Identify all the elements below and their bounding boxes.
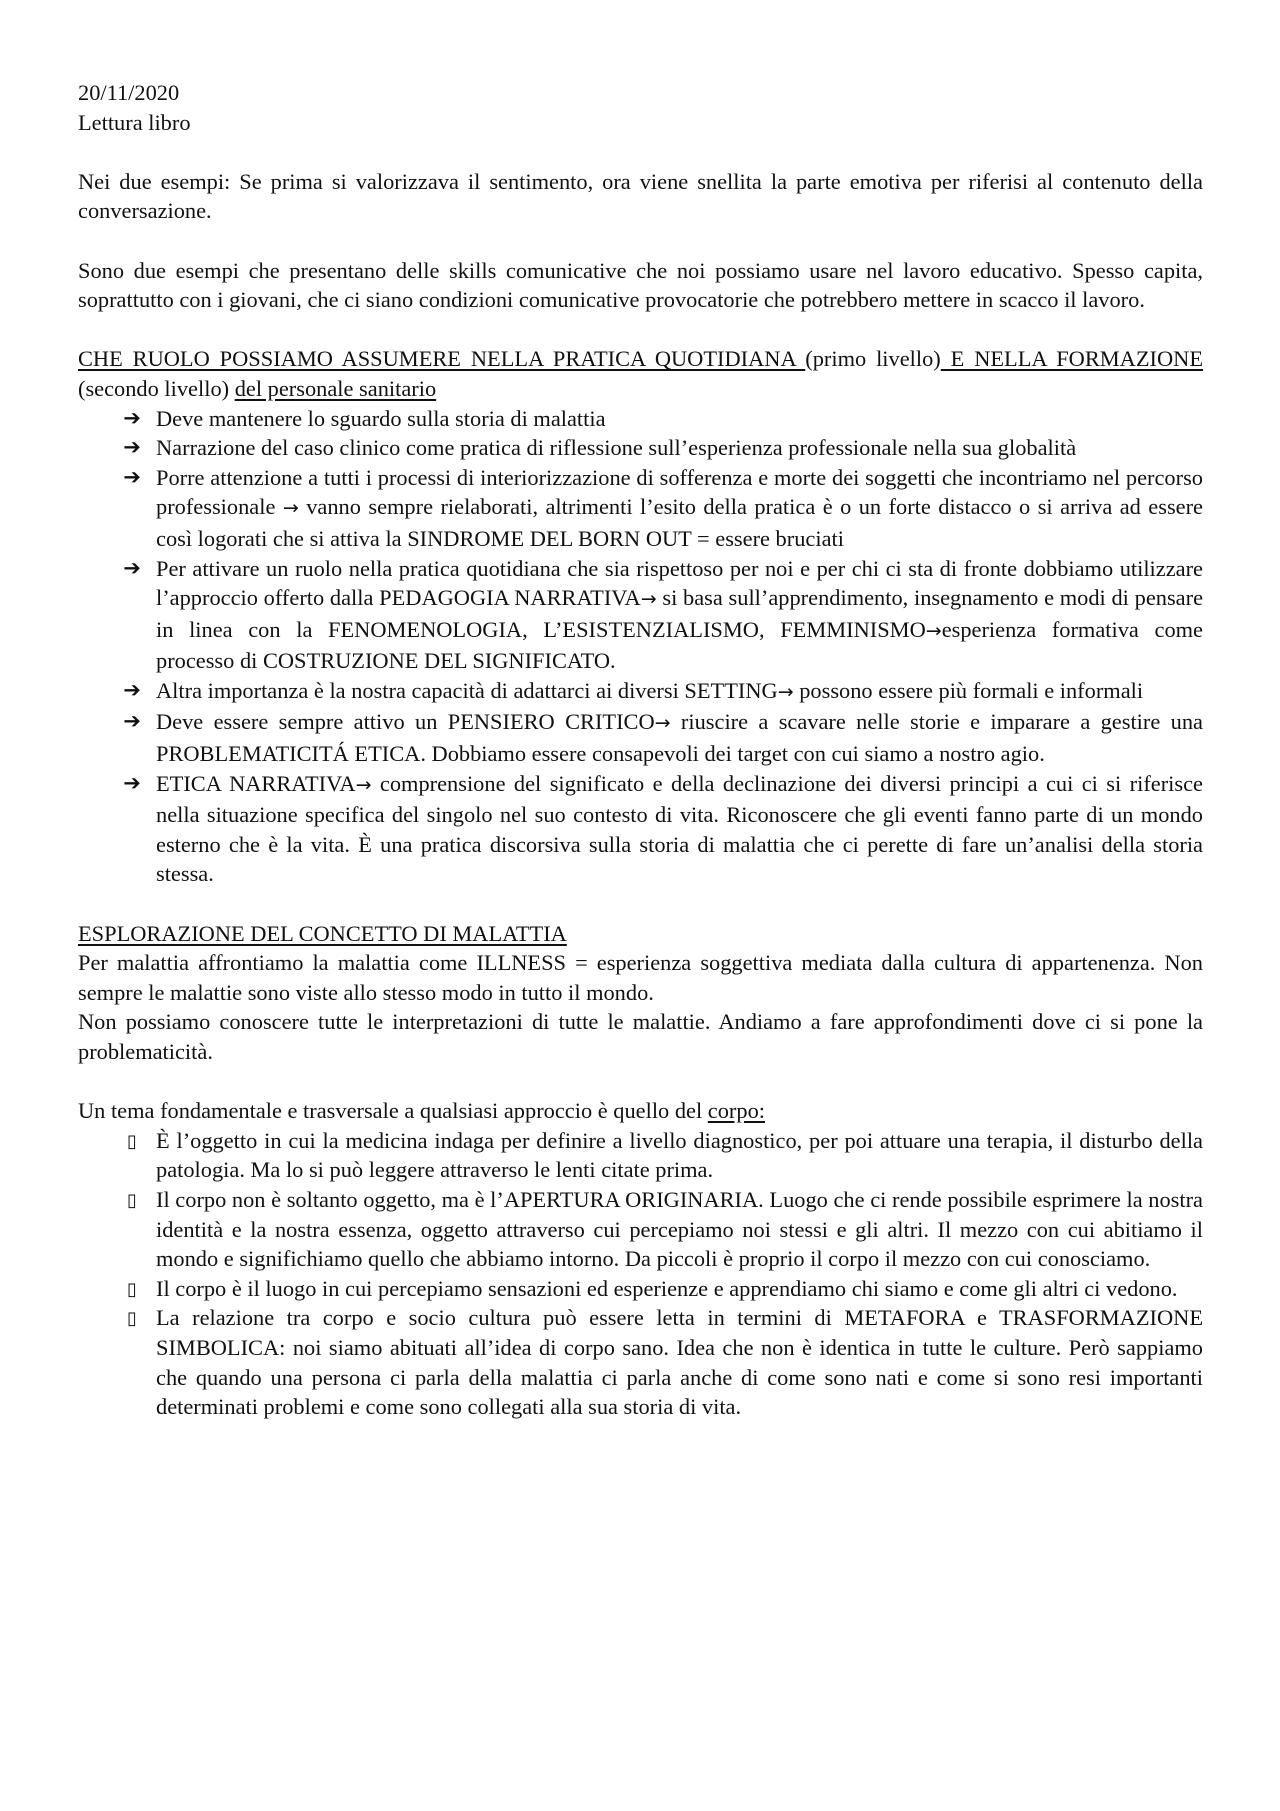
inline-arrow-icon: →: [925, 619, 942, 642]
corpo-keyword: corpo:: [707, 1098, 765, 1124]
section2-paragraph-1: Per malattia affrontiamo la malattia come ILLNESS = esperienza soggettiva mediata dalla cultura di appartenenza. Non sempre le malattie sono viste allo stesso modo in tutto il mondo.: [78, 950, 1203, 1005]
inline-arrow-icon: →: [282, 497, 299, 520]
section1-heading-part-c: E NELLA FORMAZIONE: [940, 346, 1204, 372]
list-item: ➔ Deve mantenere lo sguardo sulla storia di malattia: [156, 404, 1203, 434]
right-arrow-icon: ➔: [123, 405, 141, 430]
spacer: [78, 137, 1203, 167]
section1-heading: [78, 344, 1203, 403]
spacer: [78, 226, 1203, 256]
list-item: ➔ Per attivare un ruolo nella pratica quotidiana che sia rispettoso per noi e per chi ci sta di fronte dobbiamo utilizzare l’approccio offerto dalla PEDAGOGIA NARRATIVA→ si basa sull’apprendimento, insegnamento e modi di pensare in linea con la FENOMENOLOGIA, L’ESISTENZIALISMO, FEMMINISMO→esperienza formativa come processo di COSTRUZIONE DEL SIGNIFICATO.: [156, 554, 1203, 676]
inline-arrow-icon: →: [654, 712, 671, 735]
section1-heading-part-b: (primo livello): [805, 346, 941, 372]
section2-bullet-list: [78, 1126, 1203, 1422]
list-item: ▯ La relazione tra corpo e socio cultura può essere letta in termini di METAFORA e TRASFORMAZIONE SIMBOLICA: noi siamo abituati all’idea di corpo sano. Idea che non è identica in tutte le culture. Però sappiamo che quando una persona ci parla della malattia ci parla anche di come sono nati e come si sono resi importanti determinati problemi e come sono collegati alla sua storia di vita.: [156, 1303, 1203, 1421]
list-item: ➔ ETICA NARRATIVA→ comprensione del significato e della declinazione dei diversi principi a cui ci si riferisce nella situazione specifica del singolo nel suo contesto di vita. Riconoscere che gli eventi fanno parte di un mondo esterno che è la vita. È una pratica discorsiva sulla storia di malattia che ci perette di fare un’analisi della storia stessa.: [156, 769, 1203, 889]
inline-arrow-icon: →: [640, 588, 657, 611]
document-date: 20/11/2020: [78, 80, 180, 105]
right-arrow-icon: ➔: [123, 464, 141, 489]
inline-arrow-icon: →: [777, 680, 794, 703]
missing-glyph-box-icon: ▯: [127, 1130, 137, 1152]
section1-heading-part-a: CHE RUOLO POSSIAMO ASSUMERE NELLA PRATICA QUOTIDIANA: [78, 346, 806, 372]
section1-heading-part-e: del personale sanitario: [234, 375, 437, 401]
missing-glyph-box-icon: ▯: [127, 1278, 137, 1300]
list-item: ▯ Il corpo non è soltanto oggetto, ma è l’APERTURA ORIGINARIA. Luogo che ci rende possibile esprimere la nostra identità e la nostra essenza, oggetto attraverso cui percepiamo noi stessi e gli altri. Il mezzo con cui abitiamo il mondo e significhiamo quello che abbiamo intorno. Da piccoli è proprio il corpo il mezzo con cui conosciamo.: [156, 1185, 1203, 1274]
spacer: [78, 889, 1203, 919]
intro-paragraph-1: Nei due esempi: Se prima si valorizzava il sentimento, ora viene snellita la parte emotiva per riferisi al contenuto della conversazione.: [78, 168, 1203, 224]
section2-paragraph-3: Un tema fondamentale e trasversale a qualsiasi approccio è quello del corpo:: [78, 1098, 765, 1124]
section1-bullet-list: [78, 404, 1203, 890]
inline-arrow-icon: →: [355, 773, 372, 796]
section2-heading: ESPLORAZIONE DEL CONCETTO DI MALATTIA: [78, 920, 567, 946]
right-arrow-icon: ➔: [123, 709, 141, 734]
list-item: ➔ Porre attenzione a tutti i processi di interiorizzazione di sofferenza e morte dei soggetti che incontriamo nel percorso professionale → vanno sempre rielaborati, altrimenti l’esito della pratica è o un forte distacco o si arriva ad essere così logorati che si attiva la SINDROME DEL BORN OUT = essere bruciati: [156, 463, 1203, 554]
missing-glyph-box-icon: ▯: [127, 1308, 137, 1330]
list-item: ➔ Altra importanza è la nostra capacità di adattarci ai diversi SETTING→ possono essere più formali e informali: [156, 676, 1203, 708]
spacer: [78, 315, 1203, 345]
list-item: ➔ Deve essere sempre attivo un PENSIERO CRITICO→ riuscire a scavare nelle storie e imparare a gestire una PROBLEMATICITÁ ETICA. Dobbiamo essere consapevoli dei target con cui siamo a nostro agio.: [156, 707, 1203, 768]
section1-heading-part-d: (secondo livello): [78, 375, 235, 401]
intro-paragraph-2: Sono due esempi che presentano delle skills comunicative che noi possiamo usare nel lavoro educativo. Spesso capita, soprattutto con i giovani, che ci siano condizioni comunicative provocatorie che potrebbero mettere in scacco il lavoro.: [78, 257, 1203, 313]
list-item: ▯ Il corpo è il luogo in cui percepiamo sensazioni ed esperienze e apprendiamo chi siamo e come gli altri ci vedono.: [156, 1274, 1203, 1304]
list-item: ➔ Narrazione del caso clinico come pratica di riflessione sull’esperienza professionale nella sua globalità: [156, 433, 1203, 463]
right-arrow-icon: ➔: [123, 555, 141, 580]
right-arrow-icon: ➔: [123, 435, 141, 460]
right-arrow-icon: ➔: [123, 677, 141, 702]
document-subtitle: Lettura libro: [78, 109, 191, 135]
missing-glyph-box-icon: ▯: [127, 1189, 137, 1211]
section2-paragraph-2: Non possiamo conoscere tutte le interpretazioni di tutte le malattie. Andiamo a fare approfondimenti dove ci si pone la problematicità.: [78, 1009, 1203, 1064]
right-arrow-icon: ➔: [123, 770, 141, 795]
list-item: ▯ È l’oggetto in cui la medicina indaga per definire a livello diagnostico, per poi attuare una terapia, il disturbo della patologia. Ma lo si può leggere attraverso le lenti citate prima.: [156, 1126, 1203, 1185]
spacer: [78, 1067, 1203, 1097]
